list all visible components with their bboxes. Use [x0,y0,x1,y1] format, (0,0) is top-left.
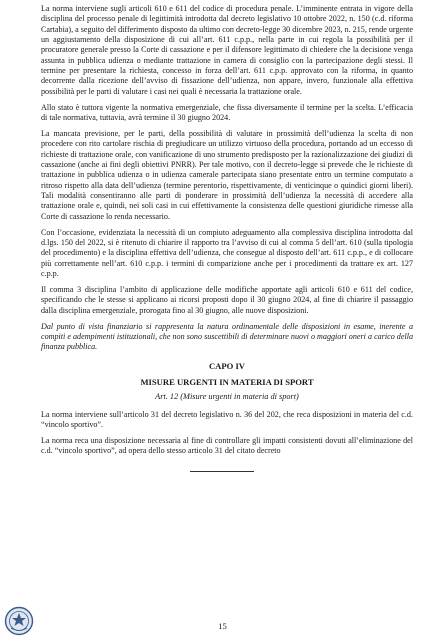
paragraph-oral-hearing: La mancata previsione, per le parti, della possibilità di valutare in prossimità dell’udienza la scelta di non procedere con rito cartolare rischia di pregiudicare un utilizzo virtuoso della procedura, portando ad un eccesso di richieste di trattazione orale, con vanificazione di uno strumento predisposto per la razionalizzazione dei giudizi di cassazione (anche ai fini degli obiettivi PNRR). Per tale motivo, con il decreto-legge si prevede che le richieste di trattazione in pubblica udienza o in udienza camerale partecipata siano presentate entro un termine computato a ritroso rispetto alla data dell’udienza (termine perentorio, rispettivamente, di venticinque o quindici giorni liberi). Tali modalità consentiranno alle parti di ponderare in prossimità dell’udienza la necessità di accedere alla trattazione orale e, quindi, nei soli casi in cui effettivamente la consistenza delle questioni giuridiche rimesse alla Corte di cassazione lo renda necessario. [41,128,413,221]
paragraph-adjustment: Con l’occasione, evidenziata la necessità di un compiuto adeguamento alla complessiva disciplina introdotta dal d.lgs. 150 del 2022, si è ritenuto di chiarire il rapporto tra l’avviso di cui al comma 5 dell’art. 610 (sulla tipologia del procedimento) e la disciplina effettiva dell’udienza, che consegue al disposto dell’art. 611 c.p.p., e di collocare più correttamente nell’art. 610 c.p.p. i termini di comparizione anche per i procedimenti da trattare ex art. 127 c.p.p. [41,227,413,279]
chapter-number: CAPO IV [208,360,246,371]
paragraph-vincolo-sportivo: La norma reca una disposizione necessaria al fine di controllare gli impatti consistenti dovuti all’eliminazione del c.d. “vincolo sportivo”, ad opera dello stesso articolo 31 del citato decreto [41,435,413,456]
paragraph-emergency-regime: Allo stato è tuttora vigente la normativa emergenziale, che fissa diversamente il termine per la scelta. L’efficacia di tale normativa, tuttavia, avrà termine il 30 giugno 2024. [41,102,413,123]
paragraph-article-31: La norma interviene sull’articolo 31 del decreto legislativo n. 36 del 202, che reca disposizioni in materia del c.d. “vincolo sportivo”. [41,409,413,429]
document-body [41,4,413,462]
article-heading: Art. 12 (Misure urgenti in materia di sport) [155,392,299,402]
paragraph-comma-3: Il comma 3 disciplina l’ambito di applicazione delle modifiche apportate agli articoli 610 e 611 del codice, specificando che le stesse si applicano ai ricorsi proposti dopo il 30 giugno 2024, al fine di chiarire il passaggio dalla disciplina emergenziale, prorogata fino al 30 giugno, alle nuove disposizioni. [41,284,413,315]
section-divider [190,471,254,472]
paragraph-financial-note: Dal punto di vista finanziario si rappresenta la natura ordinamentale delle disposizioni in esame, inerente a compiti e adempimenti istituzionali, che non sono suscettibili di determinare nuovi o maggiori oneri a carico della finanza pubblica. [41,321,413,352]
chapter-title: MISURE URGENTI IN MATERIA DI SPORT [140,376,314,387]
page-number: 15 [218,621,227,631]
paragraph-articles-610-611: La norma interviene sugli articoli 610 e 611 del codice di procedura penale. L’imminente entrata in vigore della disciplina del processo penale di legittimità introdotta dal decreto legislativo 10 ottobre 2022, n. 150 (c.d. riforma Cartabia), a seguito del differimento disposto da ultimo con decreto-legge 30 dicembre 2023, n. 215, rende urgente un aggiustamento della disposizione di cui all’art. 611 c.p.p., nella parte in cui regola la possibilità per il procuratore generale presso la Corte di cassazione e per il difensore legittimato di chiedere che la decisione venga assunta in pubblica udienza o mediante trattazione in camera di consiglio con la partecipazione degli stessi. Il termine per presentare la richiesta, concesso in forza dell’art. 611 c.p.p. approvato con la riforma, in quanto decorrente dalla ricezione dell’avviso di fissazione dell’udienza, non appare, invero, funzionale alla effettiva possibilità per le parti di valutare i casi nei quali è necessaria la trattazione orale. [41,4,413,96]
